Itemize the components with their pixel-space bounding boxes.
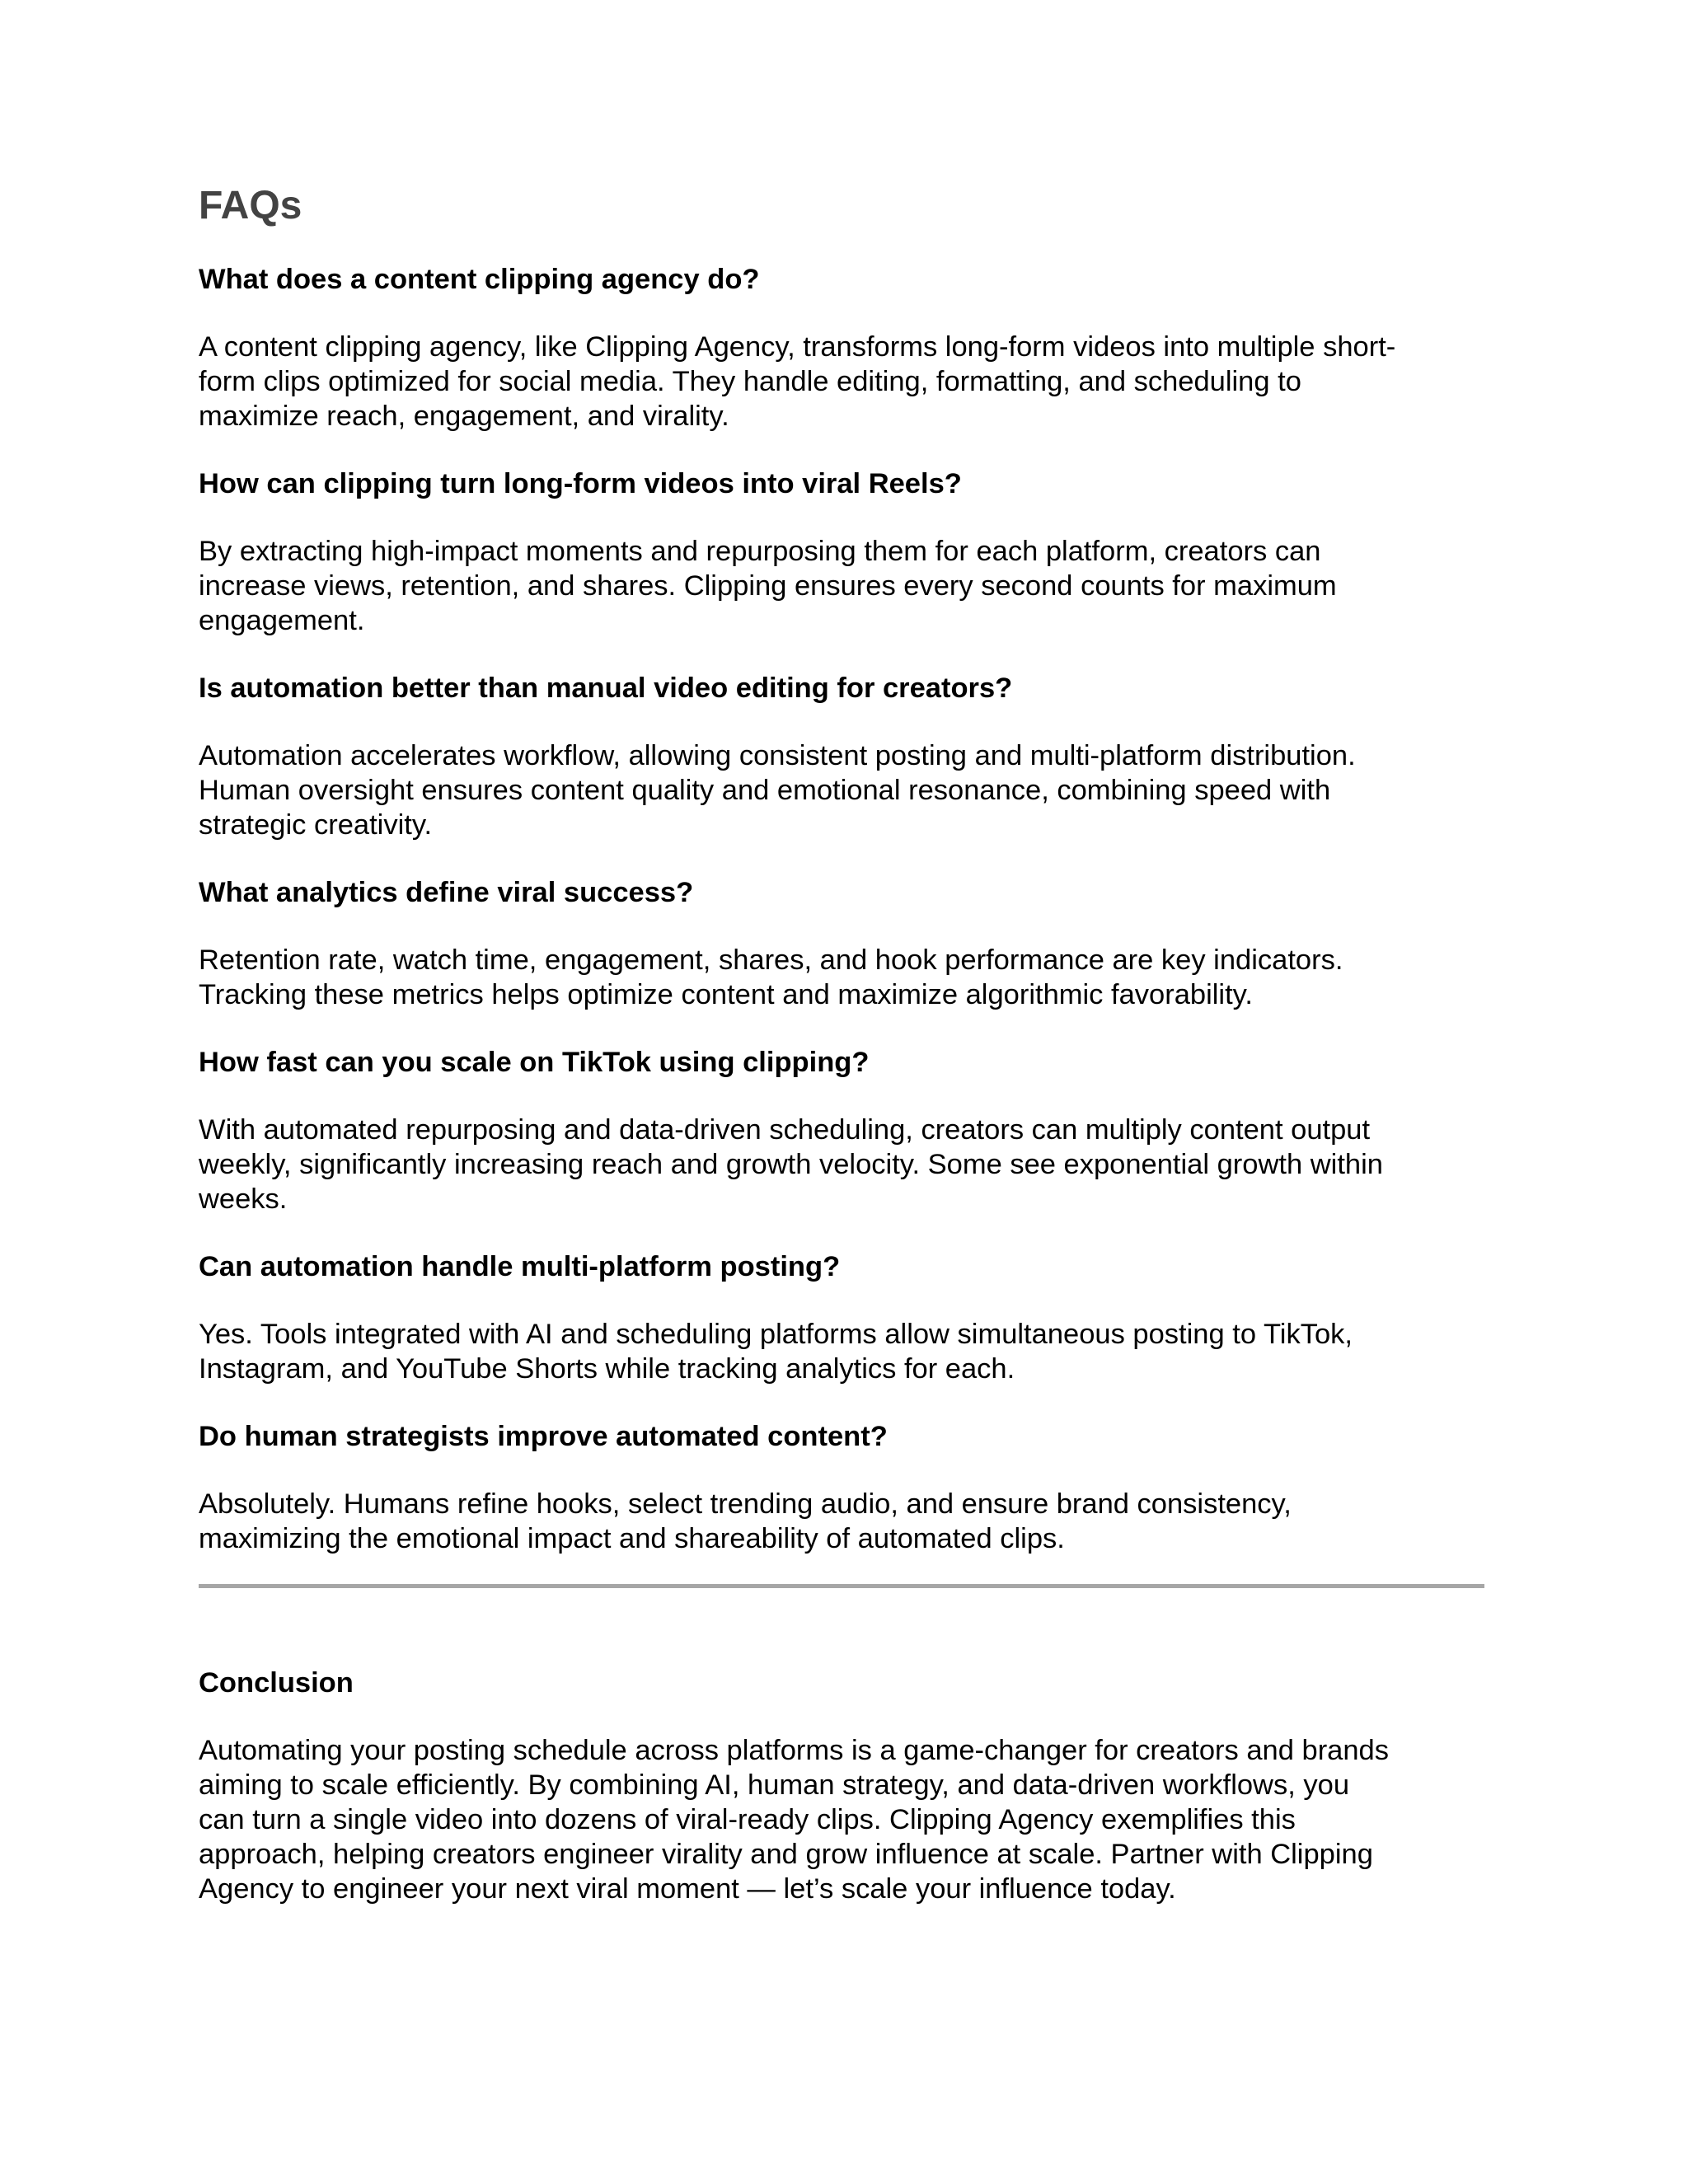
faq-title: FAQs <box>199 184 302 227</box>
faq-item <box>199 671 1484 842</box>
faq-question: What does a content clipping agency do? <box>199 264 760 295</box>
conclusion-heading: Conclusion <box>199 1667 354 1699</box>
faq-item <box>199 875 1484 1012</box>
faq-question: Is automation better than manual video editing for creators? <box>199 673 1013 704</box>
faq-item <box>199 1045 1484 1216</box>
faq-question: What analytics define viral success? <box>199 877 694 908</box>
faq-answer: By extracting high-impact moments and repurposing them for each platform, creators can increase views, retention, and shares. Clipping ensures every second counts for maximum engagement. <box>199 536 1337 636</box>
faq-answer: Yes. Tools integrated with AI and scheduling platforms allow simultaneous posting to TikTok, Instagram, and YouTube Shorts while tracking analytics for each. <box>199 1319 1353 1385</box>
conclusion-text: Automating your posting schedule across platforms is a game-changer for creators and brands aiming to scale efficiently. By combining AI, human strategy, and data-driven workflows, you can turn a single video into dozens of viral-ready clips. Clipping Agency exemplifies this approach, helping creators engineer virality and grow influence at scale. Partner with Clipping Agency to engineer your next viral moment — let’s scale your influence today. <box>199 1735 1389 1905</box>
faq-item <box>199 1249 1484 1386</box>
faq-question: How can clipping turn long-form videos into viral Reels? <box>199 468 962 499</box>
faq-question: Do human strategists improve automated content? <box>199 1421 888 1452</box>
faq-item <box>199 466 1484 638</box>
faq-answer: Absolutely. Humans refine hooks, select trending audio, and ensure brand consistency, maximizing the emotional impact and shareability of automated clips. <box>199 1488 1292 1554</box>
faq-answer: Automation accelerates workflow, allowing consistent posting and multi-platform distribution. Human oversight ensures content quality and emotional resonance, combining speed with strategic creativity. <box>199 740 1356 841</box>
faq-question: How fast can you scale on TikTok using clipping? <box>199 1047 870 1078</box>
faq-answer: Retention rate, watch time, engagement, shares, and hook performance are key indicators. Tracking these metrics helps optimize content and maximize algorithmic favorability. <box>199 944 1343 1010</box>
faq-item <box>199 262 1484 434</box>
faq-answer: A content clipping agency, like Clipping Agency, transforms long-form videos into multiple short- form clips optimized for social media. They handle editing, formatting, and scheduling to maximize reach, engagement, and virality. <box>199 331 1396 432</box>
faq-list <box>199 262 1484 1556</box>
document-page <box>199 183 1484 1906</box>
faq-item <box>199 1419 1484 1556</box>
faq-question: Can automation handle multi-platform posting? <box>199 1251 841 1282</box>
horizontal-divider <box>199 1584 1484 1588</box>
faq-answer: With automated repurposing and data-driven scheduling, creators can multiply content output weekly, significantly increasing reach and growth velocity. Some see exponential growth within weeks. <box>199 1114 1383 1215</box>
